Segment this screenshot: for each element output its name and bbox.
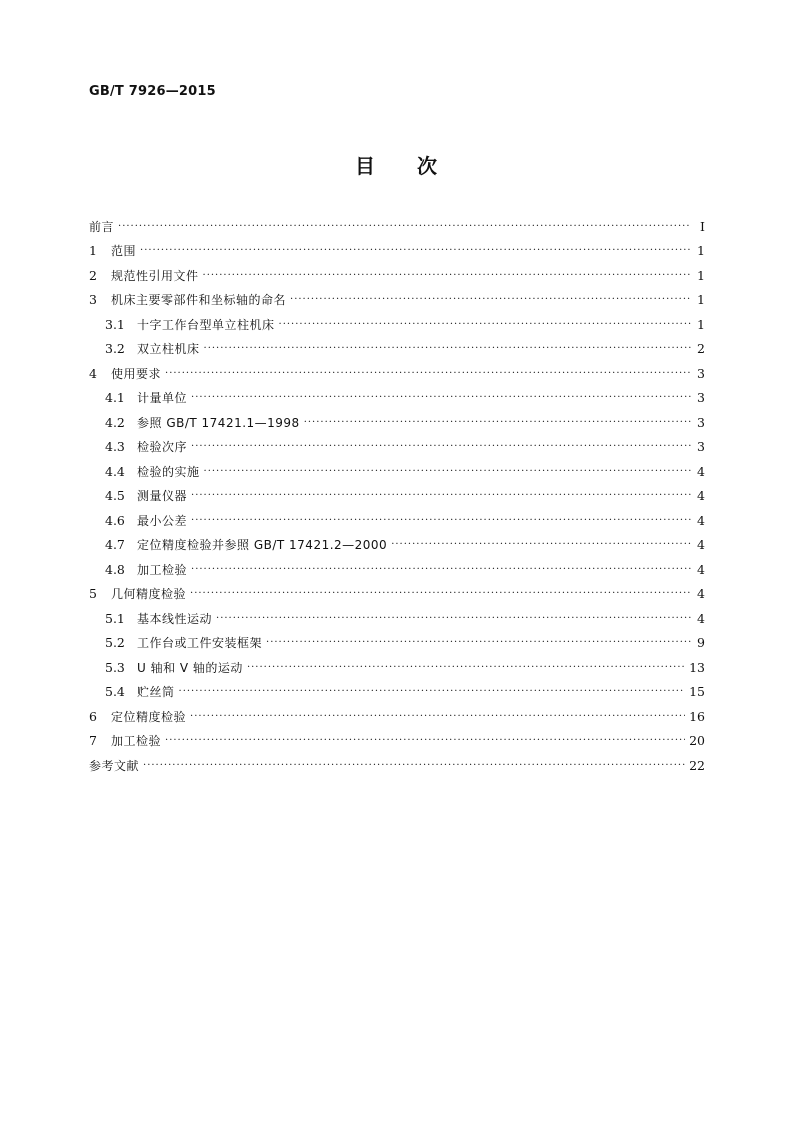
toc-entry-page: 4 xyxy=(697,512,705,528)
toc-entry-label: 加工检验 xyxy=(137,562,188,577)
toc-entry[interactable] xyxy=(89,312,705,337)
toc-title xyxy=(0,150,794,179)
leader-dots xyxy=(143,760,685,771)
toc-entry[interactable] xyxy=(89,680,705,705)
toc-entry[interactable] xyxy=(89,214,705,239)
toc-entry[interactable] xyxy=(89,582,705,607)
toc-entry-number: 4 xyxy=(89,365,97,381)
toc-entry-page: 13 xyxy=(689,659,705,675)
leader-dots xyxy=(140,245,691,256)
leader-dots xyxy=(216,613,691,624)
leader-dots xyxy=(204,466,691,477)
toc-entry[interactable] xyxy=(89,508,705,533)
toc-entry[interactable] xyxy=(89,263,705,288)
leader-dots xyxy=(304,417,691,428)
leader-dots xyxy=(266,637,691,648)
toc-entry[interactable] xyxy=(89,704,705,729)
toc-entry[interactable] xyxy=(89,606,705,631)
toc-entry-page: 1 xyxy=(697,243,705,259)
toc-entry-number: 4.8 xyxy=(105,561,125,577)
toc-entry-page: 20 xyxy=(689,733,705,749)
toc-entry[interactable] xyxy=(89,753,705,778)
toc-title-part1: 目 xyxy=(355,154,377,178)
toc-entry-number: 5 xyxy=(89,586,97,602)
toc-entry[interactable] xyxy=(89,557,705,582)
toc-entry-number: 5.3 xyxy=(105,659,125,675)
toc-entry-number: 4.6 xyxy=(105,512,125,528)
toc-entry-number: 3.1 xyxy=(105,316,125,332)
toc-entry-label: 计量单位 xyxy=(137,391,188,406)
toc-entry[interactable] xyxy=(89,386,705,411)
toc-entry-page: 1 xyxy=(697,316,705,332)
toc-title-part2: 次 xyxy=(417,154,439,178)
leader-dots xyxy=(190,588,691,599)
toc-entry-number: 3.2 xyxy=(105,341,125,357)
toc-entry-number: 4.5 xyxy=(105,488,125,504)
toc-entry-number: 6 xyxy=(89,708,97,724)
toc-entry-page: 3 xyxy=(697,365,705,381)
toc-entry-label: 加工检验 xyxy=(111,734,162,749)
toc-entry-label: 前言 xyxy=(89,219,115,234)
leader-dots xyxy=(191,490,691,501)
standard-number: GB/T 7926—2015 xyxy=(89,84,216,99)
toc-entry[interactable] xyxy=(89,459,705,484)
toc-entry[interactable] xyxy=(89,361,705,386)
toc-entry[interactable] xyxy=(89,631,705,656)
leader-dots xyxy=(191,441,691,452)
toc-entry-number: 4.1 xyxy=(105,390,125,406)
toc-entry-page: 3 xyxy=(697,414,705,430)
toc-entry[interactable] xyxy=(89,410,705,435)
toc-entry-number: 7 xyxy=(89,733,97,749)
leader-dots xyxy=(203,270,691,281)
leader-dots xyxy=(191,515,691,526)
toc-entry-page: 4 xyxy=(697,610,705,626)
toc-entry-page: 9 xyxy=(697,635,705,651)
toc-entry-label: 贮丝筒 xyxy=(137,685,175,700)
toc-entry-page: 4 xyxy=(697,586,705,602)
leader-dots xyxy=(165,735,685,746)
leader-dots xyxy=(191,392,691,403)
toc-entry-number: 1 xyxy=(89,243,97,259)
toc-entry[interactable] xyxy=(89,435,705,460)
toc-entry-label: 双立柱机床 xyxy=(137,342,200,357)
leader-dots xyxy=(391,539,691,550)
toc-entry-page: 3 xyxy=(697,390,705,406)
toc-entry-number: 4.7 xyxy=(105,537,125,553)
toc-entry-page: 1 xyxy=(697,292,705,308)
toc-entry-page: 15 xyxy=(689,684,705,700)
leader-dots xyxy=(118,221,691,232)
leader-dots xyxy=(165,368,691,379)
toc-entry-page: Ⅰ xyxy=(700,218,705,234)
leader-dots xyxy=(179,686,686,697)
toc-entry-label: 最小公差 xyxy=(137,513,188,528)
toc-entry-page: 2 xyxy=(697,341,705,357)
toc-entry-label: 测量仪器 xyxy=(137,489,188,504)
toc-entry-label: 几何精度检验 xyxy=(111,587,187,602)
toc-entry-number: 5.4 xyxy=(105,684,125,700)
leader-dots xyxy=(204,343,691,354)
toc-entry[interactable] xyxy=(89,484,705,509)
leader-dots xyxy=(279,319,691,330)
toc-entry-page: 4 xyxy=(697,561,705,577)
table-of-contents xyxy=(89,214,705,778)
toc-entry[interactable] xyxy=(89,239,705,264)
toc-entry[interactable] xyxy=(89,337,705,362)
toc-entry-label: U 轴和 V 轴的运动 xyxy=(137,660,243,675)
toc-entry-page: 4 xyxy=(697,463,705,479)
toc-entry-label: 定位精度检验 xyxy=(111,709,187,724)
toc-entry-label: 检验次序 xyxy=(137,440,188,455)
toc-entry-number: 4.3 xyxy=(105,439,125,455)
toc-entry-number: 5.1 xyxy=(105,610,125,626)
toc-entry-label: 使用要求 xyxy=(111,366,162,381)
toc-entry-label: 范围 xyxy=(111,244,137,259)
toc-entry-number: 5.2 xyxy=(105,635,125,651)
toc-entry[interactable] xyxy=(89,729,705,754)
leader-dots xyxy=(190,711,685,722)
leader-dots xyxy=(247,662,685,673)
toc-entry-label: 检验的实施 xyxy=(137,464,200,479)
toc-entry-page: 3 xyxy=(697,439,705,455)
toc-entry-page: 22 xyxy=(689,757,705,773)
leader-dots xyxy=(191,564,691,575)
toc-entry-label: 参照 GB/T 17421.1—1998 xyxy=(137,415,300,430)
toc-entry-label: 定位精度检验并参照 GB/T 17421.2—2000 xyxy=(137,538,388,553)
toc-entry-label: 机床主要零部件和坐标轴的命名 xyxy=(111,293,287,308)
toc-entry-number: 4.2 xyxy=(105,414,125,430)
toc-entry-label: 参考文献 xyxy=(89,758,140,773)
toc-entry-number: 4.4 xyxy=(105,463,125,479)
toc-entry-number: 3 xyxy=(89,292,97,308)
toc-entry-page: 4 xyxy=(697,537,705,553)
leader-dots xyxy=(290,294,691,305)
toc-entry-label: 工作台或工件安装框架 xyxy=(137,636,263,651)
toc-entry-page: 16 xyxy=(689,708,705,724)
toc-entry-label: 基本线性运动 xyxy=(137,611,213,626)
toc-entry-label: 十字工作台型单立柱机床 xyxy=(137,317,275,332)
toc-entry[interactable] xyxy=(89,533,705,558)
toc-entry[interactable] xyxy=(89,288,705,313)
toc-entry-page: 1 xyxy=(697,267,705,283)
toc-entry-number: 2 xyxy=(89,267,97,283)
toc-entry-page: 4 xyxy=(697,488,705,504)
toc-entry[interactable] xyxy=(89,655,705,680)
toc-entry-label: 规范性引用文件 xyxy=(111,268,199,283)
